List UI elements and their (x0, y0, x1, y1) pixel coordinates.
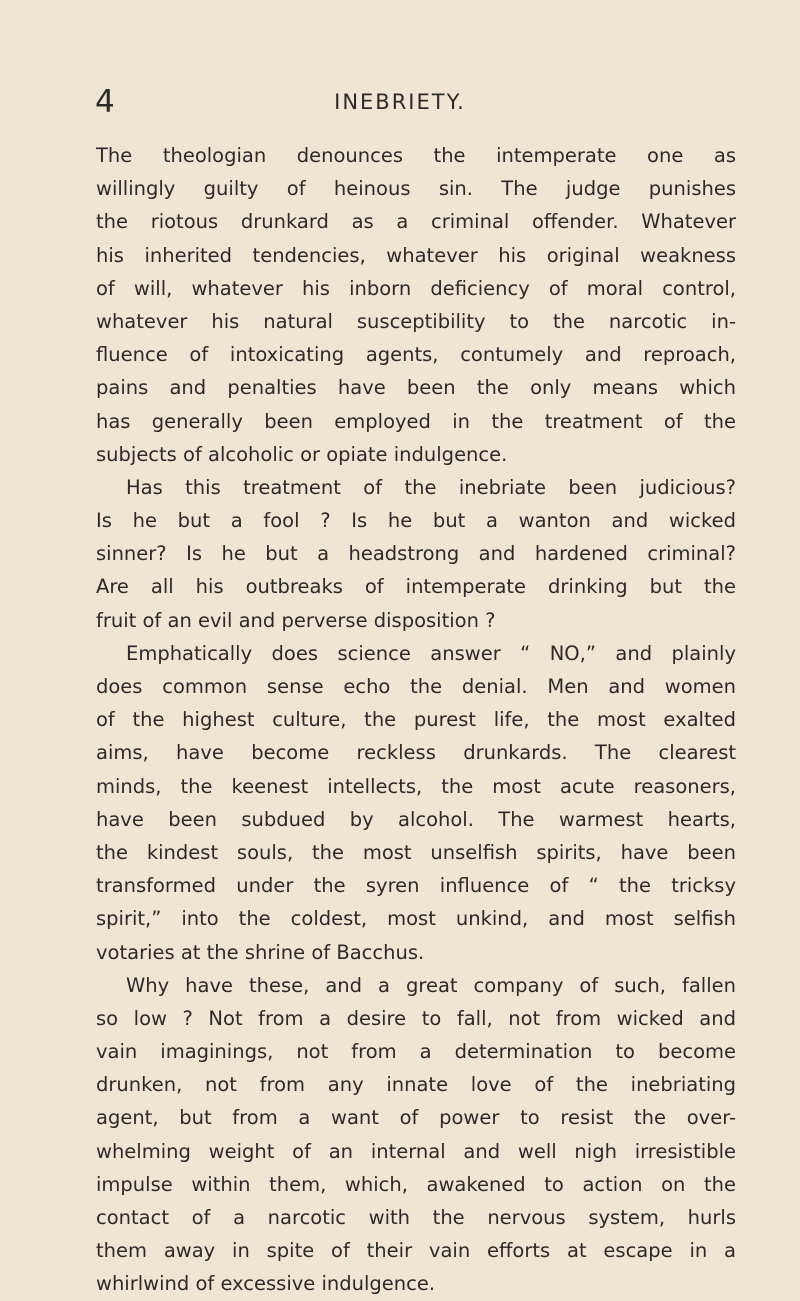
text-line: agent, but from a want of power to resist the over- (96, 1106, 736, 1130)
text-line: transformed under the syren influence of “ the tricksy (96, 874, 736, 898)
text-line: fruit of an evil and perverse disposition ? (96, 608, 496, 632)
text-line: minds, the keenest intellects, the most acute reasoners, (96, 774, 736, 798)
text-line: spirit,” into the coldest, most unkind, and most selfish (96, 907, 736, 931)
text-line: contact of a narcotic with the nervous system, hurls (96, 1206, 736, 1229)
text-line: so low ? Not from a desire to fall, not from wicked and (96, 1006, 736, 1030)
text-line: impulse within them, which, awakened to action on the (96, 1172, 736, 1196)
text-line: the riotous drunkard as a criminal offender. Whatever (96, 210, 736, 234)
page-number: 4 (95, 84, 115, 120)
text-line: whelming weight of an internal and well nigh irresistible (96, 1139, 736, 1163)
paragraph (96, 637, 736, 969)
text-line: Are all his outbreaks of intemperate drinking but the (96, 575, 736, 599)
text-line: his inherited tendencies, whatever his original weakness (96, 243, 736, 267)
text-line: drunken, not from any innate love of the inebriating (96, 1073, 736, 1097)
text-line: fluence of intoxicating agents, contumely and reproach, (96, 343, 736, 367)
text-line: Is he but a fool ? Is he but a wanton and wicked (96, 509, 736, 533)
body-text (96, 139, 736, 1301)
text-line: The theologian denounces the intemperate one as (96, 144, 736, 167)
text-line: Has this treatment of the inebriate been judicious? (126, 475, 736, 499)
page-header (0, 82, 800, 122)
text-line: have been subdued by alcohol. The warmest hearts, (96, 807, 736, 831)
text-line: vain imaginings, not from a determination to become (96, 1040, 736, 1064)
text-line: the kindest souls, the most unselfish spirits, have been (96, 840, 736, 864)
text-line: aims, have become reckless drunkards. The clearest (96, 741, 736, 765)
text-line: of the highest culture, the purest life, the most exalted (96, 708, 736, 732)
text-line: does common sense echo the denial. Men and women (96, 675, 736, 698)
text-line: has generally been employed in the treatment of the (96, 409, 736, 433)
paragraph (96, 969, 736, 1301)
text-line: whatever his natural susceptibility to the narcotic in- (96, 309, 736, 333)
text-line: them away in spite of their vain efforts at escape in a (96, 1239, 736, 1263)
text-line: whirlwind of excessive indulgence. (96, 1272, 436, 1296)
text-line: votaries at the shrine of Bacchus. (96, 940, 425, 964)
running-head: INEBRIETY. (334, 90, 466, 114)
text-line: of will, whatever his inborn deficiency of moral control, (96, 276, 736, 300)
text-line: willingly guilty of heinous sin. The judge punishes (96, 177, 736, 201)
paragraph (96, 471, 736, 637)
paragraph (96, 139, 736, 471)
text-line: Emphatically does science answer “ NO,” and plainly (126, 641, 736, 665)
text-line: sinner? Is he but a headstrong and hardened criminal? (96, 542, 736, 566)
text-line: pains and penalties have been the only means which (96, 376, 736, 400)
text-line: Why have these, and a great company of such, fallen (126, 973, 736, 997)
text-line: subjects of alcoholic or opiate indulgence. (96, 442, 508, 466)
